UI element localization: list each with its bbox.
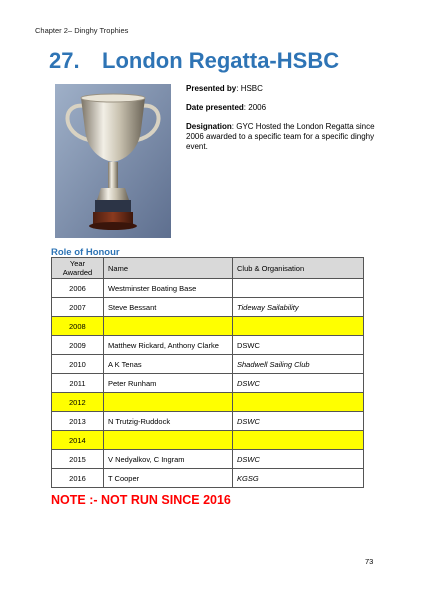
name-cell: A K Tenas	[104, 355, 233, 374]
trophy-number: 27.	[49, 48, 80, 73]
table-row	[52, 298, 364, 317]
table-row	[52, 412, 364, 431]
year-cell: 2007	[52, 298, 104, 317]
club-cell: DSWC	[233, 450, 364, 469]
table-row	[52, 279, 364, 298]
chapter-header: Chapter 2– Dinghy Trophies	[35, 26, 129, 35]
table-row	[52, 374, 364, 393]
table-header-row	[52, 258, 364, 279]
table-row	[52, 431, 364, 450]
page-title	[49, 48, 339, 74]
name-cell: Steve Bessant	[104, 298, 233, 317]
club-cell: DSWC	[233, 336, 364, 355]
column-header-club: Club & Organisation	[233, 258, 364, 279]
page-number: 73	[365, 557, 374, 566]
year-cell: 2014	[52, 431, 104, 450]
year-cell: 2009	[52, 336, 104, 355]
club-cell: Tideway Sailability	[233, 298, 364, 317]
presented-by-label: Presented by	[186, 84, 237, 93]
table-row	[52, 450, 364, 469]
trophy-photo	[55, 84, 171, 238]
table-row	[52, 317, 364, 336]
trophy-info	[186, 84, 376, 161]
presented-by	[186, 84, 376, 94]
name-cell: V Nedyalkov, C Ingram	[104, 450, 233, 469]
club-cell	[233, 393, 364, 412]
club-cell: DSWC	[233, 412, 364, 431]
date-presented-value: : 2006	[243, 103, 267, 112]
year-cell: 2011	[52, 374, 104, 393]
name-cell	[104, 393, 233, 412]
name-cell	[104, 431, 233, 450]
year-cell: 2010	[52, 355, 104, 374]
club-cell: DSWC	[233, 374, 364, 393]
designation	[186, 122, 376, 152]
year-cell: 2016	[52, 469, 104, 488]
name-cell: Westminster Boating Base	[104, 279, 233, 298]
year-cell: 2013	[52, 412, 104, 431]
column-header-year: Year Awarded	[52, 258, 104, 279]
year-cell: 2012	[52, 393, 104, 412]
note-not-run: NOTE :- NOT RUN SINCE 2016	[51, 493, 231, 507]
name-cell: T Cooper	[104, 469, 233, 488]
year-cell: 2015	[52, 450, 104, 469]
table-row	[52, 393, 364, 412]
year-cell: 2006	[52, 279, 104, 298]
name-cell: Peter Runham	[104, 374, 233, 393]
club-cell: Shadwell Sailing Club	[233, 355, 364, 374]
name-cell: Matthew Rickard, Anthony Clarke	[104, 336, 233, 355]
club-cell	[233, 279, 364, 298]
roll-of-honour-table	[51, 257, 364, 488]
table-row	[52, 469, 364, 488]
table-row	[52, 336, 364, 355]
table-row	[52, 355, 364, 374]
column-header-name: Name	[104, 258, 233, 279]
name-cell	[104, 317, 233, 336]
presented-by-value: : HSBC	[236, 84, 263, 93]
club-cell	[233, 317, 364, 336]
designation-value: : GYC Hosted the London Regatta since 2006 awarded to a specific team for a specific dinghy event.	[186, 122, 375, 151]
table-body	[52, 279, 364, 488]
name-cell: N Trutzig-Ruddock	[104, 412, 233, 431]
designation-label: Designation	[186, 122, 232, 131]
club-cell	[233, 431, 364, 450]
club-cell: KGSG	[233, 469, 364, 488]
year-cell: 2008	[52, 317, 104, 336]
roll-of-honour-heading: Role of Honour	[51, 247, 120, 258]
trophy-illustration	[55, 84, 171, 238]
date-presented	[186, 103, 376, 113]
trophy-name: London Regatta-HSBC	[102, 48, 340, 73]
date-presented-label: Date presented	[186, 103, 244, 112]
